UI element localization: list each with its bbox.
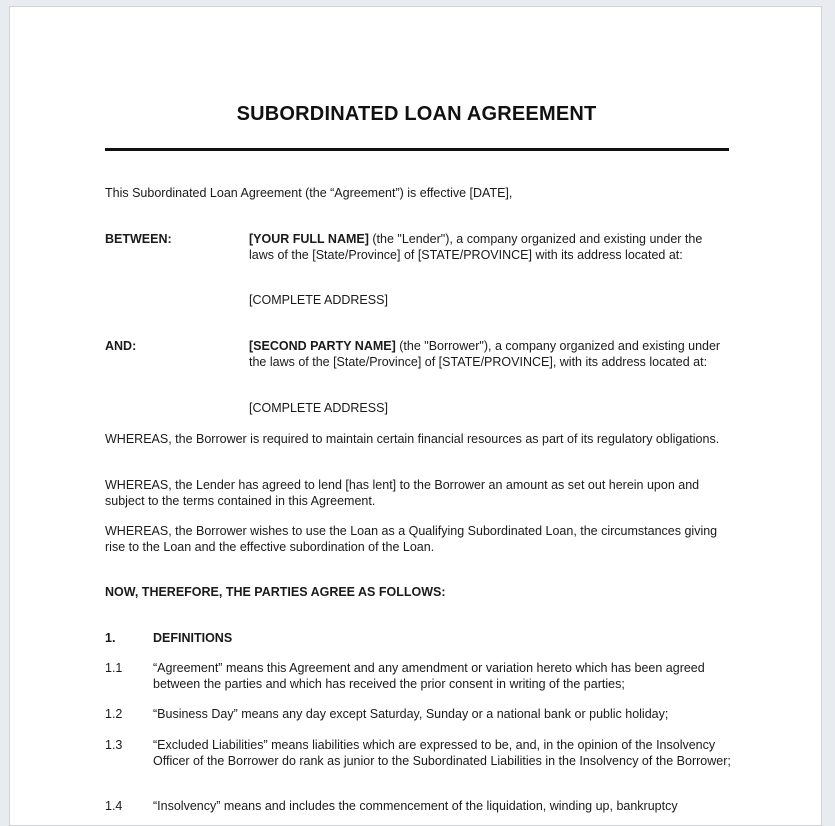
clause-number: 1.2: [105, 707, 123, 721]
recital-paragraph: WHEREAS, the Borrower wishes to use the Loan as a Qualifying Subordinated Loan, the circumstances giving rise to the Loan and the effective subordination of the Loan.: [105, 524, 718, 554]
clause-text: “Agreement” means this Agreement and any amendment or variation hereto which has been agreed between the parties and which has received the prior consent in writing of the parties;: [153, 661, 705, 691]
clause-text: “Insolvency” means and includes the commencement of the liquidation, winding up, bankruptcy: [153, 799, 678, 813]
section-number: 1.: [105, 631, 116, 645]
document-page: [9, 6, 822, 826]
clause-number: 1.3: [105, 738, 123, 752]
party-lender-address: [COMPLETE ADDRESS]: [249, 293, 388, 307]
party-lender-description: [249, 231, 729, 263]
party-borrower-address: [COMPLETE ADDRESS]: [249, 401, 388, 415]
party-borrower-name: [SECOND PARTY NAME]: [249, 339, 396, 353]
party-lender-name: [YOUR FULL NAME]: [249, 232, 369, 246]
party-label-and: AND:: [105, 339, 137, 353]
clause-number: 1.1: [105, 661, 123, 675]
clause-text: “Business Day” means any day except Saturday, Sunday or a national bank or public holiday;: [153, 707, 669, 721]
party-lender-text: (the "Lender"), a company organized and existing under the laws of the [State/Province] of [STATE/PROVINCE] with its address located at:: [249, 232, 703, 262]
document-title: SUBORDINATED LOAN AGREEMENT: [236, 103, 597, 125]
party-borrower-description: [249, 338, 729, 370]
clause-number: 1.4: [105, 799, 123, 813]
party-borrower-text: (the "Borrower"), a company organized and existing under the laws of the [State/Province] of [STATE/PROVINCE], with its address located at:: [249, 339, 721, 369]
intro-paragraph: This Subordinated Loan Agreement (the “Agreement”) is effective [DATE],: [105, 186, 513, 200]
recital-paragraph: WHEREAS, the Lender has agreed to lend [has lent] to the Borrower an amount as set out herein upon and subject to the terms contained in this Agreement.: [105, 478, 700, 508]
clause-text: “Excluded Liabilities” means liabilities which are expressed to be, and, in the opinion of the Insolvency Officer of the Borrower do rank as junior to the Subordinated Liabilities in the Insolvency of the Borrower;: [153, 738, 731, 768]
title-rule: [105, 148, 729, 151]
recital-paragraph: WHEREAS, the Borrower is required to maintain certain financial resources as part of its regulatory obligations.: [105, 432, 720, 446]
section-heading: DEFINITIONS: [153, 631, 233, 645]
agreement-heading: NOW, THEREFORE, THE PARTIES AGREE AS FOLLOWS:: [105, 585, 446, 599]
party-label-between: BETWEEN:: [105, 232, 172, 246]
